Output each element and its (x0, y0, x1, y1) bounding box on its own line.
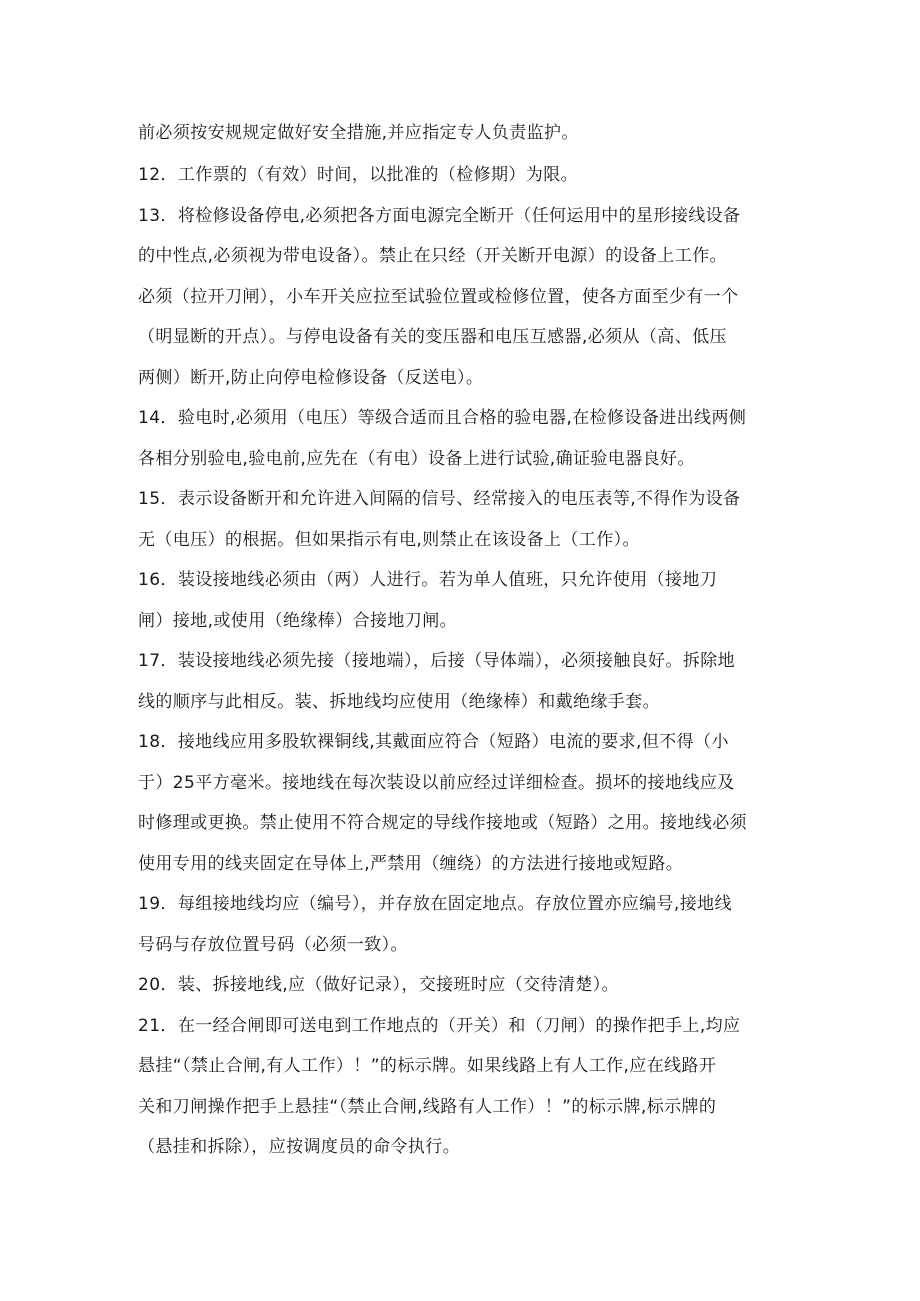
text-line: 号码与存放位置号码（必须一致）。 (138, 935, 408, 955)
text-line: 必须（拉开刀闸），小车开关应拉至试验位置或检修位置，使各方面至少有一个 (138, 287, 739, 307)
text-line: 21．在一经合闸即可送电到工作地点的（开关）和（刀闸）的操作把手上,均应 (138, 1016, 741, 1036)
text-line: （明显断的开点）。与停电设备有关的变压器和电压互感器,必须从（高、低压 (138, 327, 727, 347)
text-line: 20．装、拆接地线,应（做好记录），交接班时应（交待清楚）。 (138, 975, 620, 995)
text-line: 16．装设接地线必须由（两）人进行。若为单人值班，只允许使用（接地刀 (138, 570, 718, 590)
text-line: 无（电压）的根据。但如果指示有电,则禁止在该设备上（工作）。 (138, 530, 640, 550)
text-line: 各相分别验电,验电前,应先在（有电）设备上进行试验,确证验电器良好。 (138, 449, 695, 469)
text-line: 12．工作票的（有效）时间，以批准的（检修期）为限。 (138, 165, 579, 185)
text-line: 使用专用的线夹固定在导体上,严禁用（缠绕）的方法进行接地或短路。 (138, 854, 684, 874)
text-line: 关和刀闸操作把手上悬挂“（禁止合闸,线路有人工作）！”的标示牌,标示牌的 (138, 1097, 717, 1117)
text-line: 18．接地线应用多股软裸铜线,其戴面应符合（短路）电流的要求,但不得（小 (138, 732, 729, 752)
text-line: 17．装设接地线必须先接（接地端），后接（导体端），必须接触良好。拆除地 (138, 651, 736, 671)
text-line: 前必须按安规规定做好安全措施,并应指定专人负责监护。 (138, 123, 579, 143)
text-line: 线的顺序与此相反。装、拆地线均应使用（绝缘棒）和戴绝缘手套。 (138, 692, 660, 712)
text-line: 时修理或更换。禁止使用不符合规定的导线作接地或（短路）之用。接地线必须 (138, 813, 747, 833)
text-line: 14．验电时,必须用（电压）等级合适而且合格的验电器,在检修设备进出线两侧 (138, 408, 747, 428)
text-line: 悬挂“（禁止合闸,有人工作）！”的标示牌。如果线路上有人工作,应在线路开 (138, 1056, 717, 1076)
text-line: （悬挂和拆除），应按调度员的命令执行。 (138, 1137, 461, 1157)
text-line: 的中性点,必须视为带电设备）。禁止在只经（开关断开电源）的设备上工作。 (138, 246, 727, 266)
text-line: 13．将检修设备停电,必须把各方面电源完全断开（任何运用中的星形接线设备 (138, 206, 741, 226)
text-line: 15．表示设备断开和允许进入间隔的信号、经常接入的电压表等,不得作为设备 (138, 489, 741, 509)
text-line: 闸）接地,或使用（绝缘棒）合接地刀闸。 (138, 611, 458, 631)
text-line: 两侧）断开,防止向停电检修设备（反送电）。 (138, 368, 484, 388)
text-line: 19．每组接地线均应（编号），并存放在固定地点。存放位置亦应编号,接地线 (138, 894, 732, 914)
text-line: 于）25平方毫米。接地线在每次装设以前应经过详细检查。损坏的接地线应及 (138, 773, 735, 793)
